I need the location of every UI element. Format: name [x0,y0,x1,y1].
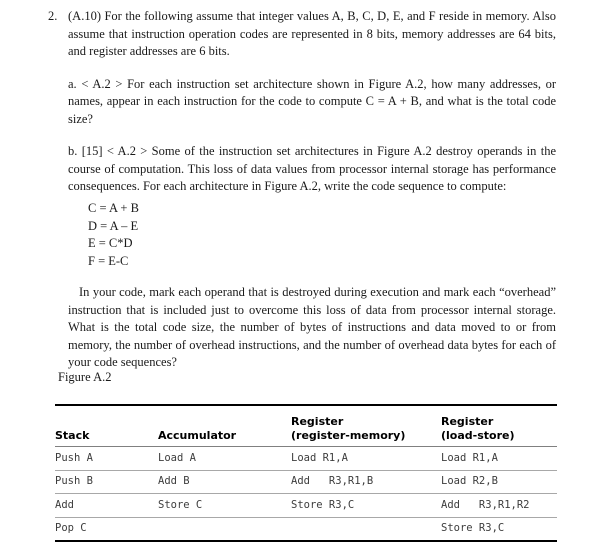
table-row [55,494,557,518]
equation-line: F = E-C [88,253,129,268]
equation-list [88,200,139,270]
header-line-2: (register-memory) [291,428,406,442]
table-cell: Store R3,C [291,494,441,518]
table-header [55,405,557,447]
table-cell: Push B [55,470,158,494]
question-number: 2. [48,9,58,23]
table-cell: Add R3,R1,B [291,470,441,494]
table-row [55,517,557,541]
table-cell: Load R1,A [291,447,441,471]
table-body [55,447,557,542]
table-header-row [55,405,557,447]
header-line-1: Register [291,415,344,428]
table-cell: Add B [158,470,291,494]
equation-line: C = A + B [88,201,139,215]
table-cell: Load R1,A [441,447,557,471]
figure-caption: Figure A.2 [58,370,112,384]
isa-comparison-table [55,404,557,542]
table-row [55,470,557,494]
table-cell: Load R2,B [441,470,557,494]
paragraph-closing: In your code, mark each operand that is destroyed during execution and mark each “overhead” instruction that is included just to overcome this loss of data from processor internal storage. What is the total code size, the number of bytes of instructions and data moved to or from memory, the number of overhead instructions, and the number of overhead data bytes for each of your code sequences? [68,285,556,369]
paragraph-part-b: b. [15] < A.2 > Some of the instruction set architectures in Figure A.2 destroy operands in the course of computation. This loss of data values from processor internal storage has performance consequences. For each architecture in Figure A.2, write the code sequence to compute: [68,144,556,193]
table-cell: Add R3,R1,R2 [441,494,557,518]
paragraph-intro: (A.10) For the following assume that integer values A, B, C, D, E, and F reside in memory. Also assume that instruction operation codes are represented in 8 bits, memory addresses are 64 bits, and register addresses are 6 bits. [68,9,556,58]
column-header-register-memory [291,405,441,447]
table-cell: Store R3,C [441,517,557,541]
equation-line: E = C*D [88,236,133,250]
column-header-load-store [441,405,557,447]
header-line-1: Register [441,415,494,428]
header-line-1: Accumulator [158,428,237,442]
table-cell [291,517,441,541]
column-header-accumulator [158,405,291,447]
table-cell: Store C [158,494,291,518]
question-body [68,8,556,196]
question-block [48,8,556,196]
paragraph-part-a: a. < A.2 > For each instruction set architecture shown in Figure A.2, how many addresses, or names, appear in each instruction for the code to compute C = A + B, and what is the total code size? [68,76,556,126]
header-line-1: Stack [55,428,90,442]
column-header-stack [55,405,158,447]
table-cell: Add [55,494,158,518]
table-cell: Pop C [55,517,158,541]
table-cell: Push A [55,447,158,471]
table-row [55,447,557,471]
table-cell [158,517,291,541]
equation-line: D = A – E [88,218,139,233]
closing-block [68,284,556,372]
question-head [48,8,556,196]
header-line-2: (load-store) [441,428,515,442]
table-cell: Load A [158,447,291,471]
